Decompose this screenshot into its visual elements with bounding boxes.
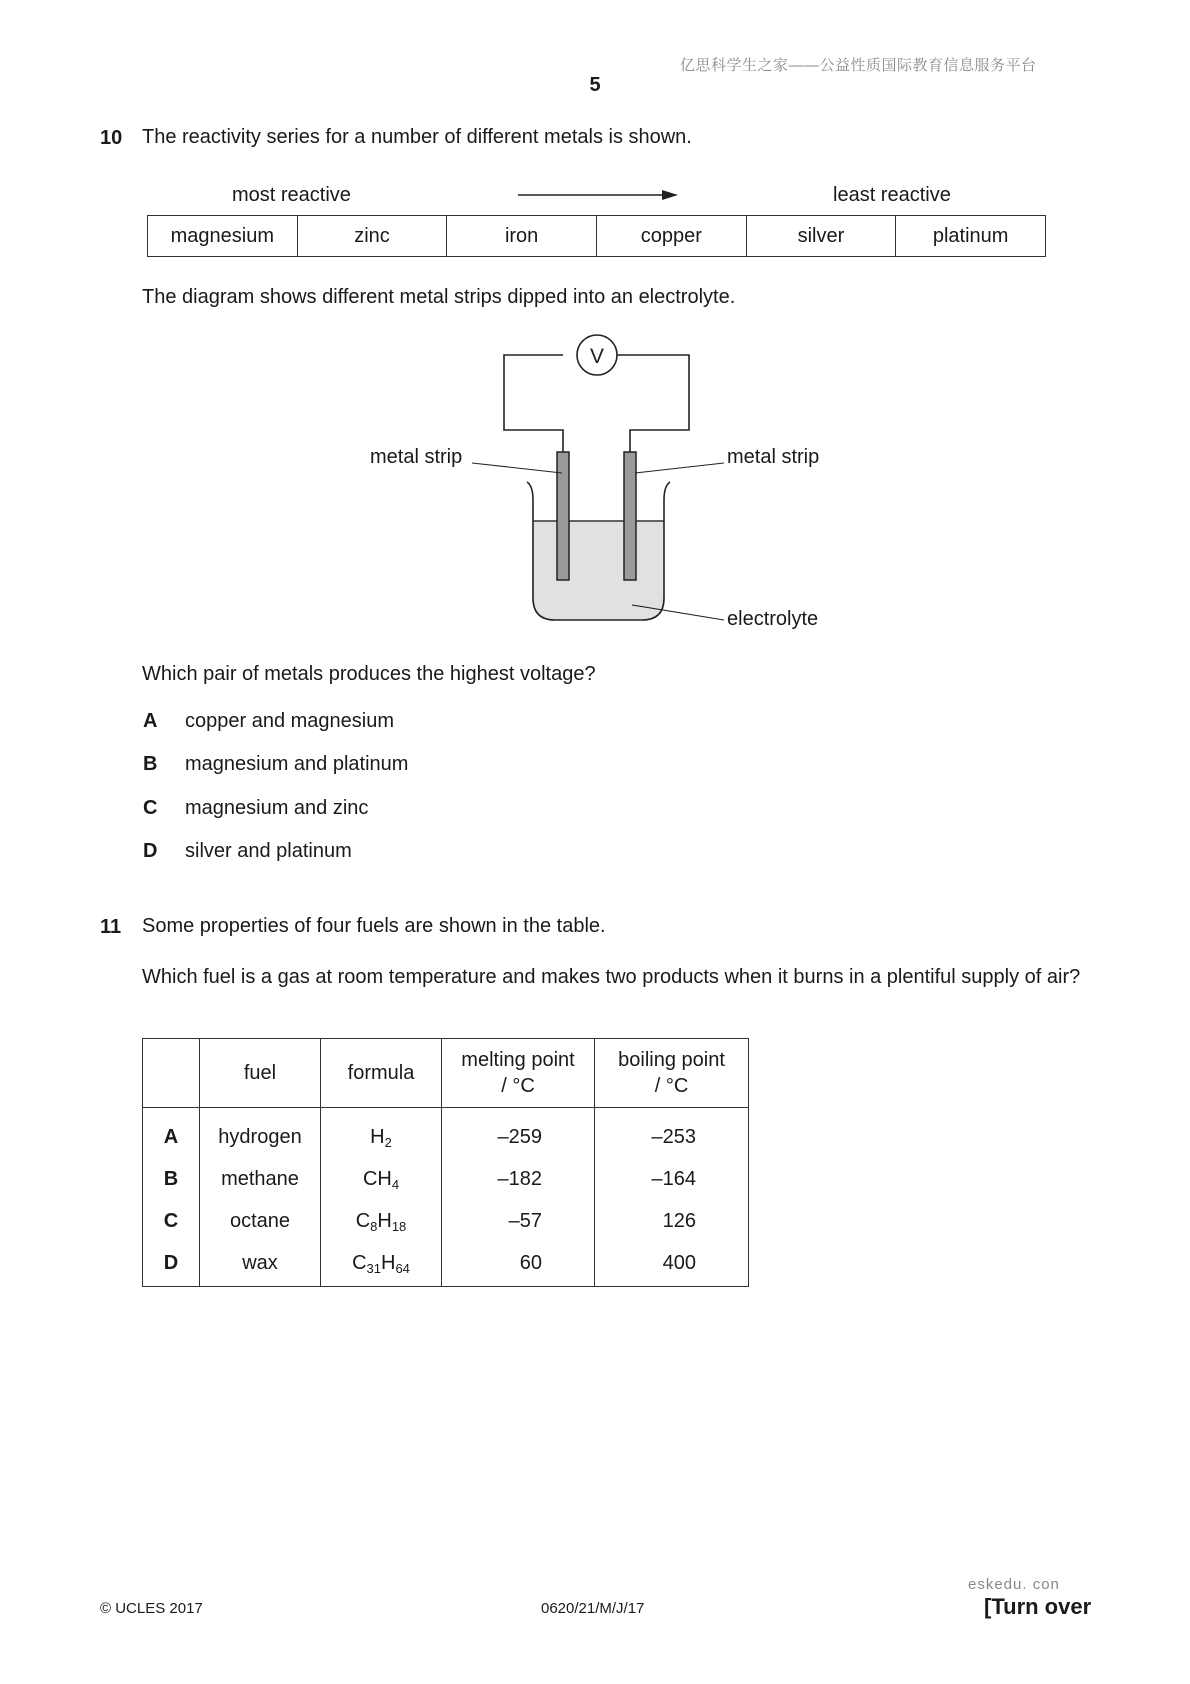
most-reactive-label: most reactive [232,184,351,206]
series-cell-1: magnesium [148,216,298,257]
option-c-text: magnesium and zinc [185,797,369,819]
electrolyte-liquid [533,521,664,620]
question-10-text: Which pair of metals produces the highest voltage? [142,663,596,685]
row-fuel: wax [200,1242,321,1287]
option-a-letter: A [143,710,158,732]
diagram-intro: The diagram shows different metal strips dipped into an electrolyte. [142,286,736,308]
row-melting-point: 60 [442,1242,595,1287]
left-metal-strip [557,452,569,580]
option-c-letter: C [143,797,158,819]
fuels-header-blank [143,1039,200,1108]
fuels-header-boiling: boiling point / °C [595,1039,749,1108]
series-cell-4: copper [596,216,746,257]
option-d-text: silver and platinum [185,840,352,862]
turn-over: [Turn over [984,1594,1092,1619]
row-fuel: octane [200,1200,321,1242]
row-formula: $CH_4$ [321,1158,442,1200]
series-cell-2: zinc [297,216,447,257]
option-b-text: magnesium and platinum [185,753,409,775]
site-watermark: eskedu. con [968,1576,1060,1593]
voltmeter-icon [577,335,617,375]
row-boiling-point: 126 [595,1200,749,1242]
question-10-number: 10 [100,127,123,149]
series-cell-3: iron [447,216,597,257]
row-formula: $C_{31}H_{64}$ [321,1242,442,1287]
row-fuel: hydrogen [200,1108,321,1159]
row-melting-point: –259 [442,1108,595,1159]
row-melting-point: –182 [442,1158,595,1200]
svg-text:V: V [589,345,605,368]
series-cell-5: silver [746,216,896,257]
table-row [143,1108,749,1159]
row-melting-point: –57 [442,1200,595,1242]
row-letter: B [143,1158,200,1200]
table-row [143,1158,749,1200]
least-reactive-label: least reactive [833,184,951,206]
row-letter: A [143,1108,200,1159]
option-b-letter: B [143,753,158,775]
fuels-table [142,1038,749,1287]
page-number: 5 [589,74,601,96]
row-letter: C [143,1200,200,1242]
electrolyte-label: electrolyte [727,608,819,630]
table-row [143,1200,749,1242]
question-11-number: 11 [100,916,122,938]
row-fuel: methane [200,1158,321,1200]
question-10-intro: The reactivity series for a number of different metals is shown. [142,126,692,148]
row-boiling-point: 400 [595,1242,749,1287]
question-11-text: Which fuel is a gas at room temperature and makes two products when it burns in a plentiful supply of air? [142,966,1081,988]
row-formula: $H_2$ [321,1108,442,1159]
fuels-header-formula: formula [321,1039,442,1108]
option-d-letter: D [143,840,158,862]
fuels-header-melting: melting point / °C [442,1039,595,1108]
left-strip-label: metal strip [370,446,463,468]
watermark-text: 亿思科学生之家——公益性质国际教育信息服务平台 [680,57,1037,74]
row-formula: $C_8H_{18}$ [321,1200,442,1242]
row-boiling-point: –253 [595,1108,749,1159]
right-metal-strip [624,452,636,580]
left-wire [504,355,563,452]
row-letter: D [143,1242,200,1287]
fuels-header-fuel: fuel [200,1039,321,1108]
cell-diagram [340,330,860,630]
series-cell-6: platinum [896,216,1046,257]
right-wire [617,355,689,452]
paper-code: 0620/21/M/J/17 [541,1600,645,1617]
right-strip-label: metal strip [727,446,820,468]
option-a-text: copper and magnesium [185,710,395,732]
reactivity-arrow [518,188,678,202]
row-boiling-point: –164 [595,1158,749,1200]
table-row [143,1242,749,1287]
copyright: © UCLES 2017 [100,1600,203,1617]
reactivity-series-table [147,215,1046,257]
question-11-intro: Some properties of four fuels are shown in the table. [142,915,606,937]
